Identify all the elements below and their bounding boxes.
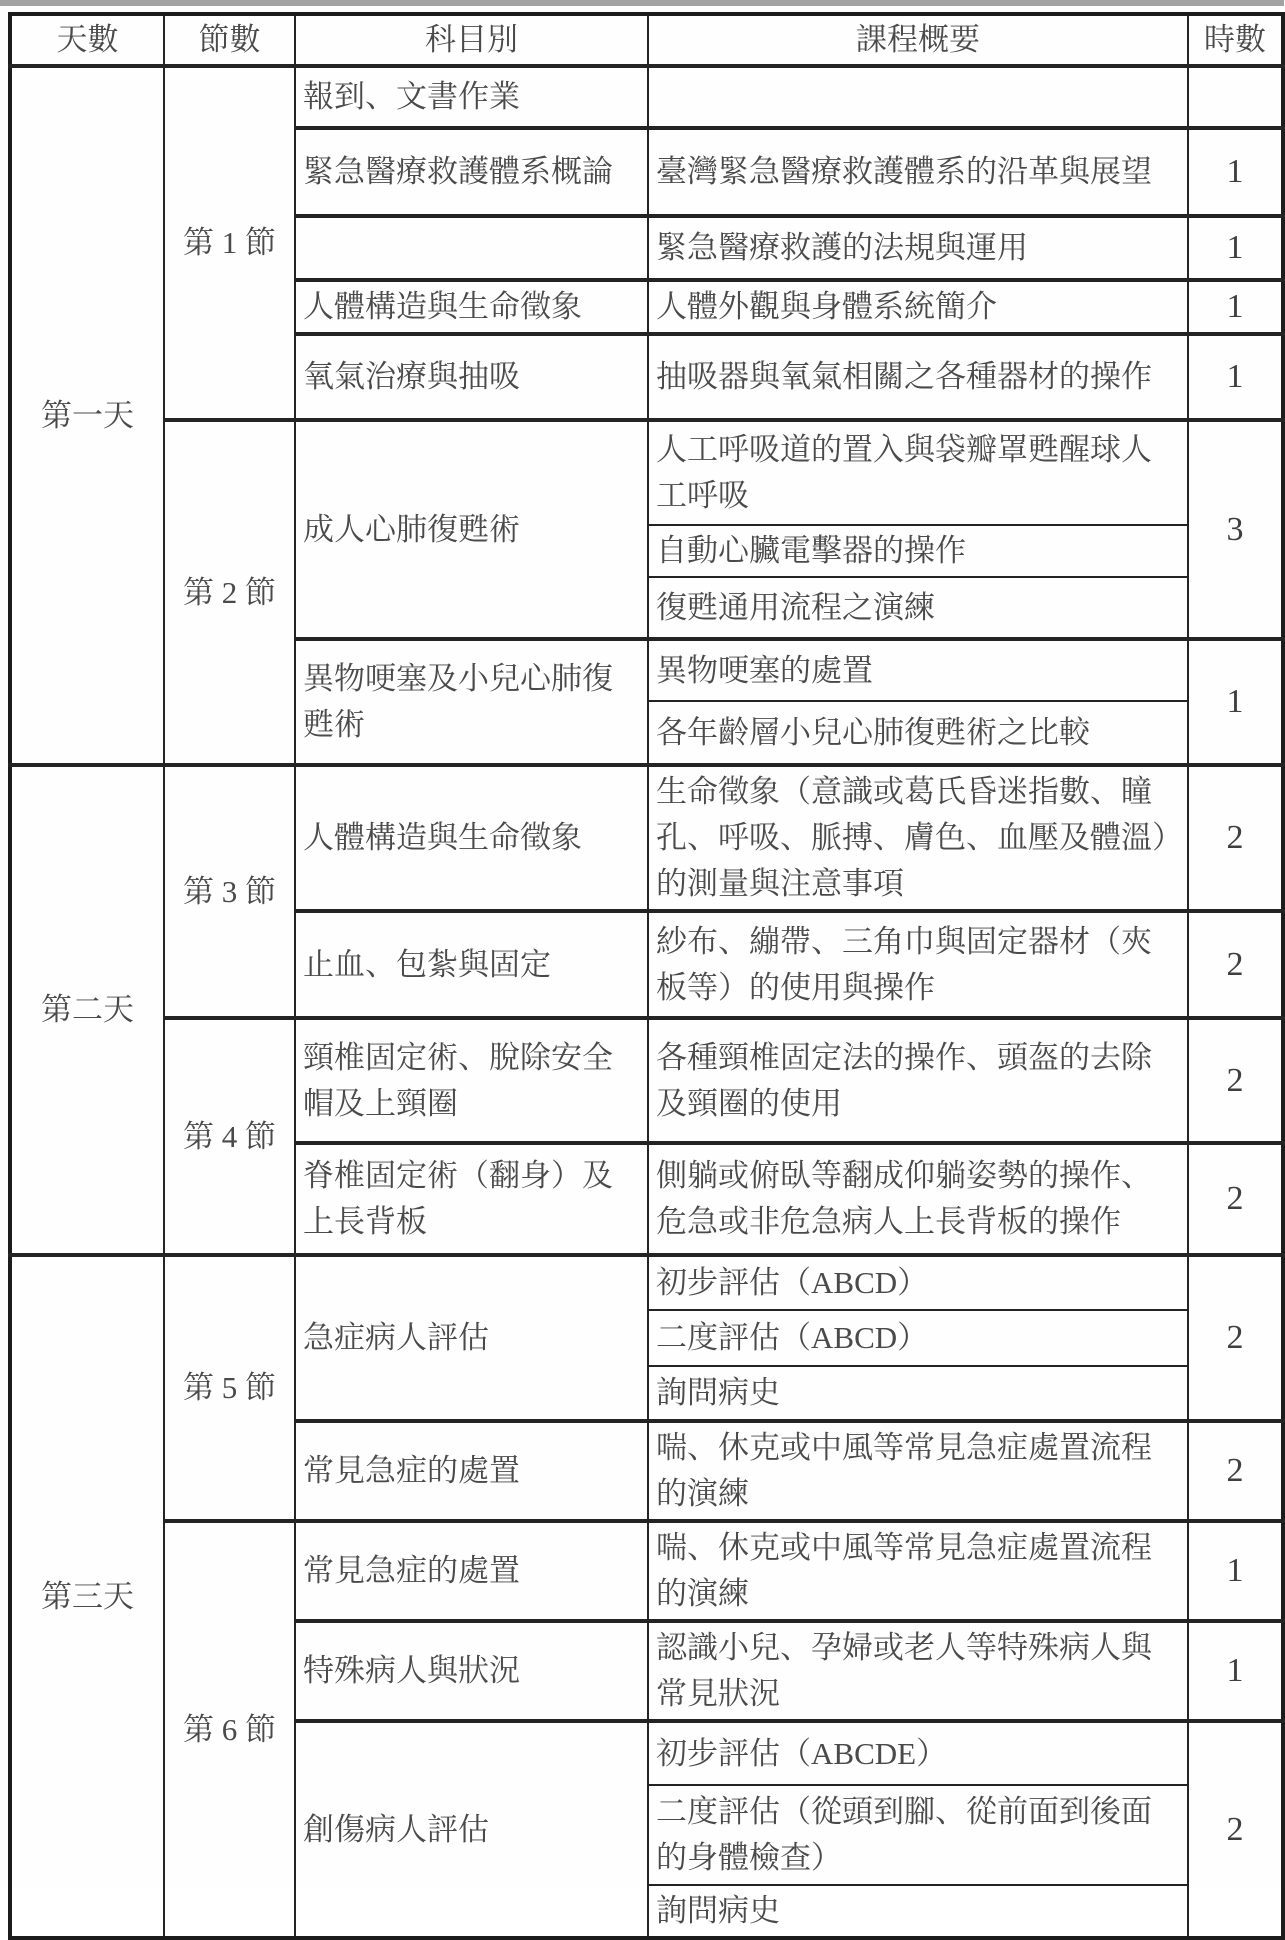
- course-summary-cell: 人工呼吸道的置入與袋瓣罩甦醒球人工呼吸: [648, 420, 1188, 525]
- subject-cell: 緊急醫療救護體系概論: [295, 128, 648, 216]
- course-summary-cell: 紗布、繃帶、三角巾與固定器材（夾板等）的使用與操作: [648, 911, 1188, 1018]
- hours-cell: 2: [1188, 1421, 1283, 1521]
- course-summary-cell: 生命徵象（意識或葛氏昏迷指數、瞳孔、呼吸、脈搏、膚色、血壓及體溫）的測量與注意事項: [648, 765, 1188, 911]
- header-row: [10, 14, 1283, 66]
- course-summary-cell: 喘、休克或中風等常見急症處置流程的演練: [648, 1421, 1188, 1521]
- schedule-row: [10, 66, 1283, 128]
- hours-cell: 2: [1188, 765, 1283, 911]
- subject-cell: 常見急症的處置: [295, 1521, 648, 1621]
- subject-cell: 常見急症的處置: [295, 1421, 648, 1521]
- day-cell: 第二天: [10, 765, 164, 1255]
- course-summary-cell: 二度評估（ABCD）: [648, 1310, 1188, 1366]
- col-header-days: 天數: [10, 14, 164, 66]
- session-cell: 第 1 節: [164, 66, 295, 420]
- course-summary-cell: 抽吸器與氧氣相關之各種器材的操作: [648, 334, 1188, 420]
- session-cell: 第 4 節: [164, 1018, 295, 1255]
- subject-cell: [295, 216, 648, 280]
- hours-cell: 3: [1188, 420, 1283, 639]
- course-summary-cell: 詢問病史: [648, 1885, 1188, 1938]
- hours-cell: 2: [1188, 1143, 1283, 1255]
- session-cell: 第 2 節: [164, 420, 295, 765]
- col-header-sessions: 節數: [164, 14, 295, 66]
- hours-cell: 1: [1188, 1621, 1283, 1721]
- course-summary-cell: 人體外觀與身體系統簡介: [648, 280, 1188, 334]
- schedule-row: [10, 420, 1283, 525]
- hours-cell: 1: [1188, 639, 1283, 765]
- course-summary-cell: 異物哽塞的處置: [648, 639, 1188, 701]
- subject-cell: 異物哽塞及小兒心肺復甦術: [295, 639, 648, 765]
- day-cell: 第三天: [10, 1255, 164, 1938]
- session-cell: 第 3 節: [164, 765, 295, 1018]
- course-summary-cell: 復甦通用流程之演練: [648, 577, 1188, 639]
- subject-cell: 急症病人評估: [295, 1255, 648, 1421]
- subject-cell: 成人心肺復甦術: [295, 420, 648, 639]
- schedule-row: [10, 1255, 1283, 1310]
- hours-cell: [1188, 66, 1283, 128]
- schedule-row: [10, 1018, 1283, 1143]
- subject-cell: 特殊病人與狀況: [295, 1621, 648, 1721]
- course-summary-cell: 各種頸椎固定法的操作、頭盔的去除及頸圈的使用: [648, 1018, 1188, 1143]
- course-summary-cell: [648, 66, 1188, 128]
- col-header-course-summary: 課程概要: [648, 14, 1188, 66]
- hours-cell: 2: [1188, 1721, 1283, 1938]
- hours-cell: 1: [1188, 216, 1283, 280]
- hours-cell: 2: [1188, 1018, 1283, 1143]
- subject-cell: 止血、包紮與固定: [295, 911, 648, 1018]
- course-summary-cell: 自動心臟電擊器的操作: [648, 525, 1188, 577]
- course-summary-cell: 初步評估（ABCD）: [648, 1255, 1188, 1310]
- subject-cell: 頸椎固定術、脫除安全帽及上頸圈: [295, 1018, 648, 1143]
- day-cell: 第一天: [10, 66, 164, 765]
- hours-cell: 2: [1188, 1255, 1283, 1421]
- hours-cell: 1: [1188, 128, 1283, 216]
- session-cell: 第 5 節: [164, 1255, 295, 1521]
- course-summary-cell: 認識小兒、孕婦或老人等特殊病人與常見狀況: [648, 1621, 1188, 1721]
- subject-cell: 氧氣治療與抽吸: [295, 334, 648, 420]
- course-summary-cell: 側躺或俯臥等翻成仰躺姿勢的操作、危急或非危急病人上長背板的操作: [648, 1143, 1188, 1255]
- hours-cell: 1: [1188, 334, 1283, 420]
- subject-cell: 人體構造與生命徵象: [295, 280, 648, 334]
- course-summary-cell: 各年齡層小兒心肺復甦術之比較: [648, 701, 1188, 765]
- subject-cell: 人體構造與生命徵象: [295, 765, 648, 911]
- subject-cell: 報到、文書作業: [295, 66, 648, 128]
- course-summary-cell: 喘、休克或中風等常見急症處置流程的演練: [648, 1521, 1188, 1621]
- course-summary-cell: 緊急醫療救護的法規與運用: [648, 216, 1188, 280]
- col-header-hours: 時數: [1188, 14, 1283, 66]
- course-summary-cell: 臺灣緊急醫療救護體系的沿革與展望: [648, 128, 1188, 216]
- course-summary-cell: 二度評估（從頭到腳、從前面到後面的身體檢查）: [648, 1785, 1188, 1885]
- col-header-subject: 科目別: [295, 14, 648, 66]
- course-summary-cell: 詢問病史: [648, 1366, 1188, 1421]
- scan-edge-artifact: [0, 0, 1284, 6]
- schedule-row: [10, 765, 1283, 911]
- hours-cell: 1: [1188, 1521, 1283, 1621]
- hours-cell: 1: [1188, 280, 1283, 334]
- session-cell: 第 6 節: [164, 1521, 295, 1938]
- subject-cell: 脊椎固定術（翻身）及上長背板: [295, 1143, 648, 1255]
- course-schedule-table: [8, 12, 1285, 1940]
- course-summary-cell: 初步評估（ABCDE）: [648, 1721, 1188, 1785]
- hours-cell: 2: [1188, 911, 1283, 1018]
- subject-cell: 創傷病人評估: [295, 1721, 648, 1938]
- schedule-row: [10, 1521, 1283, 1621]
